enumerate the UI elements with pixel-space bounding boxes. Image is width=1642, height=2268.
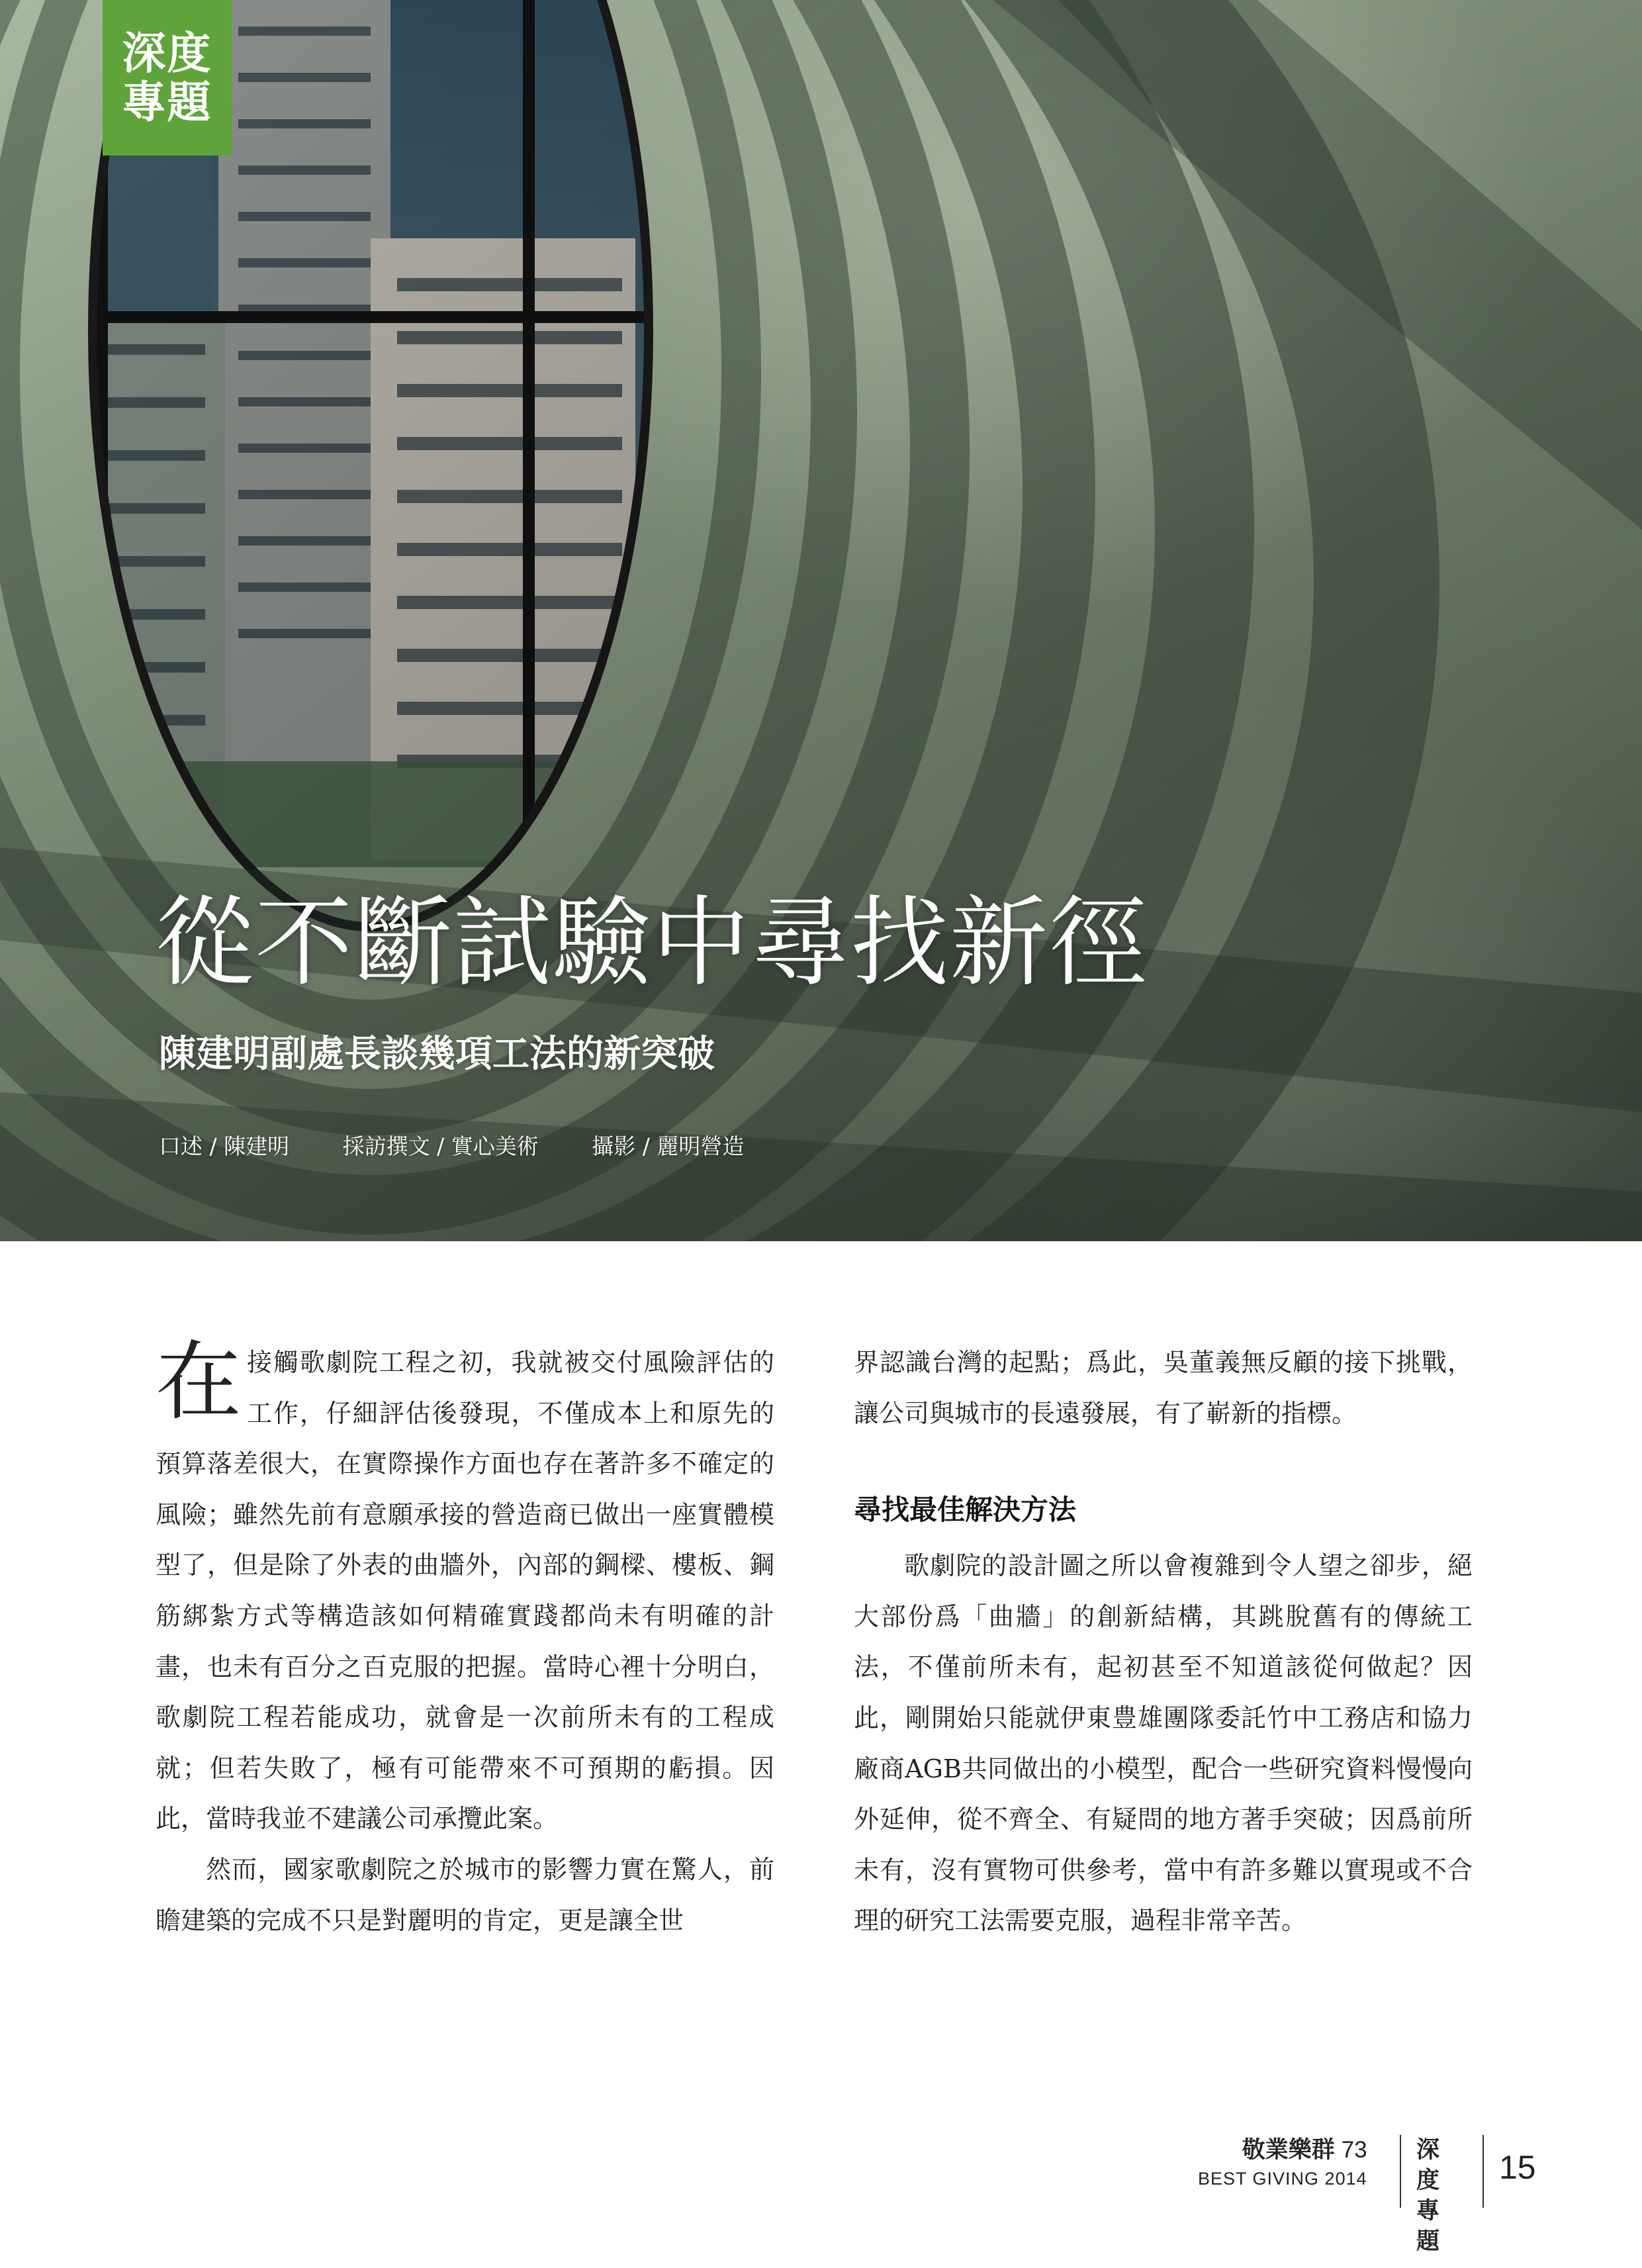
footer-section-line1: 深度 — [1416, 2136, 1440, 2194]
article-column-left — [156, 1331, 774, 1946]
section-tag — [103, 0, 232, 156]
article-column-right — [854, 1337, 1473, 1946]
article-credits — [159, 1135, 790, 1157]
page-number: 15 — [1499, 2149, 1536, 2186]
article-subtitle: 陳建明副處長談幾項工法的新突破 — [159, 1033, 715, 1076]
credit-narrator: 口述 / 陳建明 — [159, 1133, 290, 1159]
issue-number: 73 — [1341, 2137, 1367, 2163]
paragraph-text: 接觸歌劇院工程之初，我就被交付風險評估的工作，仔細評估後發現，不僅成本上和原先的預算落差很大，在實際操作方面也存在著許多不確定的風險；雖然先前有意願承接的營造商已做出一座實體模型了，但是除了外表的曲牆外，內部的鋼樑、樓板、鋼筋綁紮方式等構造該如何精確實踐都尚未有明確的計畫，也未有百分之百克服的把握。當時心裡十分明白，歌劇院工程若能成功，就會是一次前所未有的工程成就；但若失敗了，極有可能帶來不可預期的虧損。因此，當時我並不建議公司承攬此案。 — [156, 1348, 774, 1834]
footer-section-label — [1416, 2135, 1439, 2257]
paragraph: 界認識台灣的起點；爲此，吳董義無反顧的接下挑戰，讓公司與城市的長遠發展，有了嶄新的指標。 — [854, 1348, 1473, 1428]
paragraph: 然而，國家歌劇院之於城市的影響力實在驚人，前瞻建築的完成不只是對麗明的肯定，更是讓全世 — [156, 1854, 774, 1935]
footer-divider — [1400, 2135, 1401, 2208]
credit-photography: 攝影 / 麗明營造 — [592, 1133, 745, 1159]
magazine-name: 敬業樂群 — [1242, 2136, 1335, 2163]
paragraph — [156, 1331, 774, 1844]
magazine-info — [1198, 2135, 1367, 2192]
magazine-name-en: BEST GIVING 2014 — [1198, 2169, 1367, 2189]
paragraph: 歌劇院的設計圖之所以會複雜到令人望之卻步，絕大部份爲「曲牆」的創新結構，其跳脫舊有的傳統工法，不僅前所未有，起初甚至不知道該從何做起？因此，剛開始只能就伊東豊雄團隊委託竹中工務店和協力廠商AGB共同做出的小模型，配合一些研究資料慢慢向外延伸，從不齊全、有疑問的地方著手突破；因爲前所未有，沒有實物可供參考，當中有許多難以實現或不合理的研究工法需要克服，過程非常辛苦。 — [854, 1551, 1473, 1936]
section-heading: 尋找最佳解決方法 — [854, 1493, 1077, 1527]
drop-cap: 在 — [156, 1331, 242, 1432]
article-title: 從不斷試驗中尋找新徑 — [156, 886, 1148, 1000]
section-tag-line2: 專題 — [122, 75, 212, 128]
section-tag-line1: 深度 — [122, 26, 212, 79]
footer-section-line2: 專題 — [1416, 2197, 1440, 2255]
footer-divider — [1482, 2135, 1484, 2208]
credit-writer: 採訪撰文 / 實心美術 — [342, 1133, 539, 1159]
